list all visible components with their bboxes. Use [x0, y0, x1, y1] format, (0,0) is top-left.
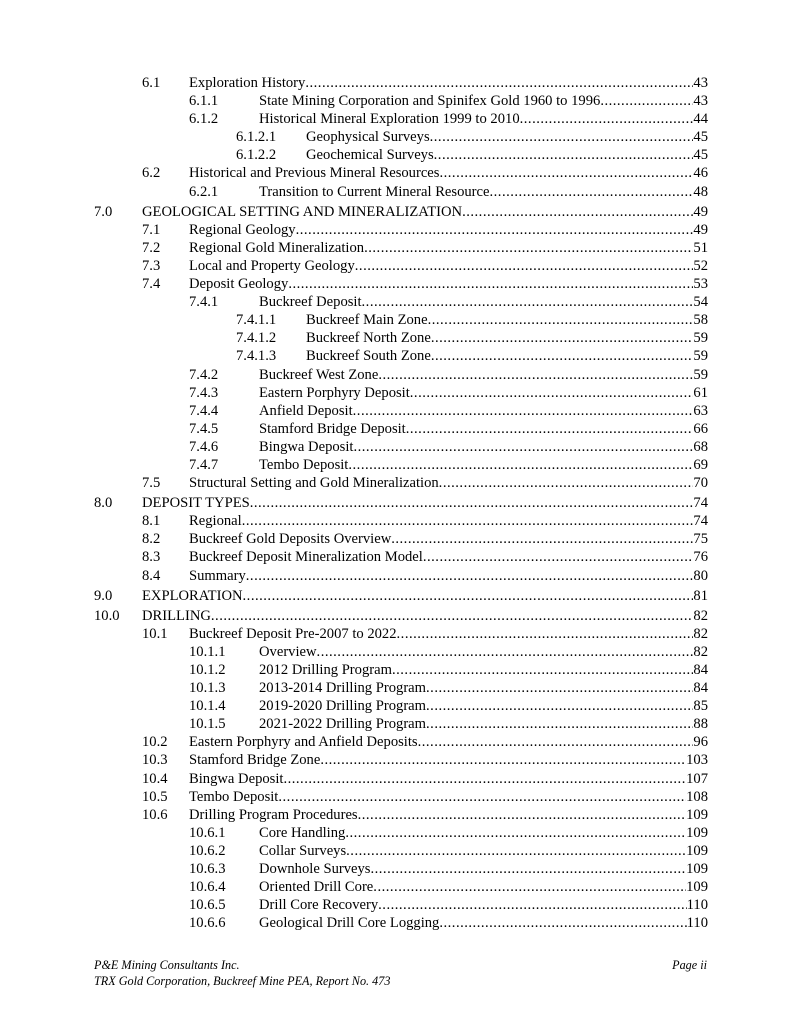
toc-section-title: EXPLORATION [142, 587, 243, 604]
toc-entry-line [259, 860, 708, 878]
toc-dot-leader [278, 788, 686, 806]
toc-section-number: 10.0 [94, 607, 120, 624]
toc-dot-leader [355, 257, 694, 275]
toc-section-title: Collar Surveys [259, 842, 347, 859]
toc-dot-leader [397, 625, 694, 643]
toc-section-number: 7.4.2 [189, 366, 219, 383]
toc-section-title: Anfield Deposit [259, 402, 353, 419]
toc-entry[interactable] [0, 146, 800, 164]
toc-entry-line [189, 257, 708, 275]
toc-dot-leader [439, 474, 694, 492]
toc-entry-line [259, 643, 708, 661]
toc-section-number: 8.3 [142, 549, 161, 566]
toc-section-number: 7.2 [142, 239, 161, 256]
toc-section-title: 2013-2014 Drilling Program [259, 680, 427, 697]
toc-section-title: State Mining Corporation and Spinifex Gold 1960 to 1996 [259, 93, 601, 110]
toc-page-number: 76 [693, 549, 708, 566]
toc-section-number: 6.1.2.2 [236, 147, 277, 164]
toc-section-title: GEOLOGICAL SETTING AND MINERALIZATION [142, 203, 463, 220]
toc-dot-leader [320, 751, 686, 769]
toc-dot-leader [426, 715, 693, 733]
toc-section-title: Downhole Surveys [259, 861, 371, 878]
toc-entry-line [189, 806, 708, 824]
toc-section-number: 7.4.3 [189, 384, 219, 401]
toc-dot-leader [520, 110, 694, 128]
toc-page-number: 45 [693, 147, 708, 164]
toc-entry[interactable] [0, 384, 800, 402]
toc-entry-line [259, 824, 708, 842]
toc-entry-line [189, 751, 708, 769]
toc-page-number: 74 [693, 495, 708, 512]
toc-section-number: 6.1.2 [189, 111, 219, 128]
toc-section-number: 8.2 [142, 531, 161, 548]
toc-entry[interactable] [0, 806, 800, 824]
toc-section-title: Buckreef Gold Deposits Overview [189, 531, 392, 548]
toc-section-number: 7.4.1.2 [236, 330, 277, 347]
toc-section-title: Local and Property Geology [189, 257, 355, 274]
toc-dot-leader [353, 402, 694, 420]
toc-section-number: 10.3 [142, 752, 168, 769]
toc-page-number: 82 [693, 643, 708, 660]
toc-dot-leader [600, 92, 693, 110]
toc-section-title: Deposit Geology [189, 276, 289, 293]
toc-section-title: Summary [189, 567, 246, 584]
toc-entry[interactable] [0, 257, 800, 275]
toc-entry[interactable] [0, 751, 800, 769]
toc-entry-line [259, 715, 708, 733]
toc-page-number: 88 [693, 716, 708, 733]
toc-section-title: Geological Drill Core Logging [259, 915, 440, 932]
toc-dot-leader [490, 183, 694, 201]
toc-entry[interactable] [0, 474, 800, 492]
toc-entry-line [259, 402, 708, 420]
toc-page-number: 109 [686, 879, 708, 896]
toc-section-number: 8.0 [94, 495, 113, 512]
toc-entry-line [189, 625, 708, 643]
toc-dot-leader [288, 275, 693, 293]
toc-entry-line [259, 842, 708, 860]
toc-page-number: 51 [693, 239, 708, 256]
toc-entry[interactable] [0, 770, 800, 788]
toc-section-title: Regional [189, 513, 242, 530]
toc-section-number: 10.6.2 [189, 842, 226, 859]
toc-entry[interactable] [0, 896, 800, 914]
toc-entry[interactable] [0, 607, 800, 625]
toc-dot-leader [423, 548, 694, 566]
toc-section-title: Stamford Bridge Deposit [259, 420, 406, 437]
toc-page-number: 63 [693, 402, 708, 419]
toc-section-title: Overview [259, 643, 317, 660]
toc-entry-line [142, 203, 708, 221]
toc-page-number: 103 [686, 752, 708, 769]
toc-page-number: 58 [693, 312, 708, 329]
toc-entry-line [142, 494, 708, 512]
toc-dot-leader [317, 643, 694, 661]
toc-entry-line [189, 788, 708, 806]
toc-section-number: 7.4.1.1 [236, 312, 277, 329]
toc-page-number: 110 [686, 915, 708, 932]
toc-section-title: Buckreef North Zone [306, 330, 431, 347]
toc-section-title: 2012 Drilling Program [259, 662, 392, 678]
toc-entry-line [259, 384, 708, 402]
toc-entry[interactable] [0, 347, 800, 365]
toc-dot-leader [430, 128, 694, 146]
toc-section-number: 10.6.4 [189, 879, 226, 896]
toc-page-number: 52 [693, 257, 708, 274]
toc-dot-leader [373, 878, 686, 896]
toc-page-number: 82 [693, 607, 708, 624]
toc-section-number: 8.1 [142, 513, 161, 530]
toc-section-title: Oriented Drill Core [259, 879, 374, 896]
toc-dot-leader [283, 770, 686, 788]
toc-section-title: Historical Mineral Exploration 1999 to 2010 [259, 111, 520, 128]
toc-entry-line [142, 607, 708, 625]
toc-section-title: Eastern Porphyry and Anfield Deposits [189, 734, 418, 751]
toc-section-title: Transition to Current Mineral Resource [259, 183, 490, 200]
toc-page-number: 61 [693, 384, 708, 401]
toc-entry-line [259, 679, 708, 697]
toc-entry[interactable] [0, 860, 800, 878]
toc-entry[interactable] [0, 183, 800, 201]
toc-section-title: Buckreef Deposit [259, 294, 362, 311]
toc-dot-leader [242, 512, 694, 530]
toc-entry[interactable] [0, 788, 800, 806]
toc-page-number: 109 [686, 806, 708, 823]
toc-entry[interactable] [0, 438, 800, 456]
toc-page-number: 109 [686, 842, 708, 859]
toc-entry-line [259, 183, 708, 201]
toc-entry[interactable] [0, 92, 800, 110]
toc-entry[interactable] [0, 293, 800, 311]
toc-page-number: 84 [693, 680, 708, 697]
toc-entry[interactable] [0, 311, 800, 329]
toc-dot-leader [439, 164, 693, 182]
toc-section-title: Regional Geology [189, 221, 296, 238]
toc-entry-line [189, 512, 708, 530]
toc-section-number: 6.2.1 [189, 183, 219, 200]
toc-entry[interactable] [0, 128, 800, 146]
toc-page-number: 109 [686, 824, 708, 841]
toc-section-title: Bingwa Deposit [259, 438, 354, 455]
toc-section-title: Core Handling [259, 824, 346, 841]
toc-section-number: 10.1 [142, 625, 168, 642]
toc-page-number: 59 [693, 330, 708, 347]
toc-page-number: 53 [693, 276, 708, 293]
toc-section-number: 7.4 [142, 276, 161, 293]
toc-section-number: 10.1.5 [189, 716, 226, 733]
toc-dot-leader [434, 146, 694, 164]
toc-entry-line [306, 146, 708, 164]
toc-page-number: 43 [693, 75, 708, 91]
toc-entry[interactable] [0, 567, 800, 585]
toc-entry-line [259, 896, 708, 914]
toc-page-number: 48 [693, 183, 708, 200]
toc-section-title: Buckreef Main Zone [306, 312, 428, 329]
toc-entry[interactable] [0, 366, 800, 384]
toc-section-title: Tembo Deposit [259, 456, 349, 473]
toc-section-title: Buckreef Deposit Pre-2007 to 2022 [189, 625, 397, 642]
toc-section-number: 6.2 [142, 165, 161, 182]
toc-entry-line [259, 110, 708, 128]
toc-entry[interactable] [0, 203, 800, 221]
toc-section-title: Structural Setting and Gold Mineralization [189, 475, 439, 492]
toc-entry-line [189, 733, 708, 751]
toc-section-number: 10.2 [142, 734, 168, 751]
toc-entry[interactable] [0, 697, 800, 715]
toc-section-title: Buckreef South Zone [306, 348, 431, 365]
toc-page-number: 54 [693, 294, 708, 311]
toc-dot-leader [250, 494, 694, 512]
footer-page-number: Page ii [672, 958, 707, 972]
toc-entry-line [306, 128, 708, 146]
toc-section-number: 7.4.5 [189, 420, 219, 437]
toc-page-number: 85 [693, 698, 708, 715]
toc-entry[interactable] [0, 715, 800, 733]
toc-entry-line [189, 275, 708, 293]
toc-page-number: 107 [686, 770, 708, 787]
toc-page-number: 45 [693, 129, 708, 146]
toc-section-title: 2019-2020 Drilling Program [259, 698, 427, 715]
toc-dot-leader [426, 697, 693, 715]
toc-section-number: 10.1.3 [189, 680, 226, 697]
toc-dot-leader [353, 438, 693, 456]
toc-entry-line [306, 311, 708, 329]
toc-page-number: 81 [693, 587, 708, 604]
toc-page-number: 74 [693, 513, 708, 530]
toc-entry[interactable] [0, 329, 800, 347]
toc-section-number: 10.6.1 [189, 824, 226, 841]
toc-entry[interactable] [0, 164, 800, 182]
toc-dot-leader [305, 74, 693, 92]
toc-entry[interactable] [0, 679, 800, 697]
toc-page-number: 59 [693, 348, 708, 365]
toc-entry-line [189, 74, 708, 92]
toc-section-number: 7.4.6 [189, 438, 219, 455]
toc-entry-line [189, 474, 708, 492]
toc-entry[interactable] [0, 494, 800, 512]
toc-page-number: 80 [693, 567, 708, 584]
toc-section-number: 7.3 [142, 257, 161, 274]
toc-dot-leader [378, 366, 693, 384]
toc-section-number: 7.4.1.3 [236, 348, 277, 365]
toc-page-number: 75 [693, 531, 708, 548]
toc-section-title: Exploration History [189, 75, 306, 91]
toc-entry-line [189, 530, 708, 548]
toc-dot-leader [348, 456, 693, 474]
toc-page-number: 109 [686, 861, 708, 878]
toc-entry-line [189, 221, 708, 239]
toc-page-number: 59 [693, 366, 708, 383]
toc-dot-leader [428, 311, 694, 329]
toc-page-number: 110 [686, 897, 708, 914]
toc-dot-leader [410, 384, 694, 402]
toc-page-number: 44 [693, 111, 708, 128]
toc-dot-leader [431, 347, 694, 365]
toc-entry-line [259, 438, 708, 456]
toc-entry[interactable] [0, 733, 800, 751]
toc-page-number: 43 [693, 93, 708, 110]
toc-dot-leader [370, 860, 686, 878]
toc-dot-leader [364, 239, 693, 257]
toc-entry-line [259, 420, 708, 438]
toc-page-number: 68 [693, 438, 708, 455]
toc-section-title: Buckreef West Zone [259, 366, 379, 383]
toc-dot-leader [426, 679, 693, 697]
toc-entry-line [189, 567, 708, 585]
toc-entry-line [259, 293, 708, 311]
toc-section-title: Buckreef Deposit Mineralization Model [189, 549, 423, 566]
toc-entry[interactable] [0, 530, 800, 548]
toc-entry-line [259, 92, 708, 110]
toc-entry-line [142, 587, 708, 605]
toc-section-title: DRILLING [142, 607, 211, 624]
toc-entry[interactable] [0, 456, 800, 474]
toc-section-title: Drilling Program Procedures [189, 806, 358, 823]
toc-entry-line [259, 914, 708, 932]
toc-section-number: 7.1 [142, 221, 161, 238]
toc-entry[interactable] [0, 275, 800, 293]
toc-dot-leader [462, 203, 693, 221]
toc-section-title: Eastern Porphyry Deposit [259, 384, 410, 401]
toc-section-title: Geochemical Surveys [306, 147, 434, 164]
toc-entry-line [259, 456, 708, 474]
footer-company: P&E Mining Consultants Inc. [94, 958, 240, 972]
toc-section-number: 10.6.5 [189, 897, 226, 914]
toc-section-number: 10.4 [142, 770, 168, 787]
toc-section-number: 7.0 [94, 203, 113, 220]
toc-page-number: 96 [693, 734, 708, 751]
toc-section-number: 7.4.4 [189, 402, 219, 419]
toc-page-number: 49 [693, 221, 708, 238]
toc-entry[interactable] [0, 221, 800, 239]
toc-entry-line [189, 770, 708, 788]
toc-page-number: 70 [693, 475, 708, 492]
toc-dot-leader [439, 914, 686, 932]
toc-entry[interactable] [0, 548, 800, 566]
toc-page-number: 46 [693, 165, 708, 182]
toc-page-number: 66 [693, 420, 708, 437]
toc-entry[interactable] [0, 661, 800, 679]
toc-section-number: 8.4 [142, 567, 161, 584]
toc-entry-line [189, 239, 708, 257]
toc-dot-leader [346, 842, 686, 860]
toc-entry-line [189, 548, 708, 566]
toc-page-number: 84 [693, 662, 708, 678]
toc-entry-line [259, 661, 708, 679]
toc-dot-leader [392, 661, 693, 679]
toc-section-number: 9.0 [94, 587, 113, 604]
toc-section-number: 10.1.1 [189, 643, 226, 660]
toc-dot-leader [406, 420, 694, 438]
toc-section-number: 6.1.1 [189, 93, 219, 110]
toc-entry[interactable] [0, 643, 800, 661]
toc-entry-line [259, 366, 708, 384]
toc-section-title: Regional Gold Mineralization [189, 239, 365, 256]
toc-section-title: Tembo Deposit [189, 788, 279, 805]
toc-entry[interactable] [0, 402, 800, 420]
toc-dot-leader [345, 824, 686, 842]
toc-section-number: 7.4.7 [189, 456, 219, 473]
toc-page-number: 108 [686, 788, 708, 805]
toc-section-number: 7.5 [142, 475, 161, 492]
toc-dot-leader [358, 806, 687, 824]
toc-section-number: 10.6.6 [189, 915, 226, 932]
toc-section-number: 7.4.1 [189, 294, 219, 311]
toc-section-title: 2021-2022 Drilling Program [259, 716, 427, 733]
toc-entry-line [259, 697, 708, 715]
toc-entry[interactable] [0, 842, 800, 860]
toc-dot-leader [296, 221, 694, 239]
toc-entry[interactable] [0, 878, 800, 896]
toc-page-number: 82 [693, 625, 708, 642]
toc-entry[interactable] [0, 110, 800, 128]
toc-entry[interactable] [0, 74, 800, 92]
toc-entry[interactable] [0, 587, 800, 605]
toc-dot-leader [362, 293, 694, 311]
toc-section-title: Historical and Previous Mineral Resources [189, 165, 440, 182]
toc-dot-leader [243, 587, 694, 605]
toc-dot-leader [391, 530, 693, 548]
toc-section-number: 10.5 [142, 788, 168, 805]
toc-dot-leader [378, 896, 686, 914]
toc-entry[interactable] [0, 512, 800, 530]
toc-entry[interactable] [0, 625, 800, 643]
toc-section-number: 10.1.4 [189, 698, 226, 715]
toc-entry[interactable] [0, 824, 800, 842]
toc-page-number: 49 [693, 203, 708, 220]
toc-section-title: Stamford Bridge Zone [189, 752, 321, 769]
toc-entry-line [306, 347, 708, 365]
toc-section-number: 6.1.2.1 [236, 129, 277, 146]
toc-dot-leader [246, 567, 694, 585]
toc-entry[interactable] [0, 239, 800, 257]
toc-section-title: Drill Core Recovery [259, 897, 379, 914]
table-of-contents [0, 74, 800, 932]
toc-entry-line [306, 329, 708, 347]
toc-dot-leader [418, 733, 694, 751]
toc-page-number: 69 [693, 456, 708, 473]
toc-section-title: Geophysical Surveys [306, 129, 430, 146]
toc-section-number: 10.6.3 [189, 861, 226, 878]
toc-section-number: 10.1.2 [189, 662, 226, 678]
toc-entry-line [259, 878, 708, 896]
toc-entry-line [189, 164, 708, 182]
toc-section-title: Bingwa Deposit [189, 770, 284, 787]
footer-report-title: TRX Gold Corporation, Buckreef Mine PEA, Report No. 473 [94, 974, 391, 988]
toc-section-title: DEPOSIT TYPES [142, 495, 250, 512]
toc-section-number: 10.6 [142, 806, 168, 823]
toc-dot-leader [211, 607, 694, 625]
toc-section-number: 6.1 [142, 75, 161, 91]
toc-dot-leader [431, 329, 694, 347]
toc-entry[interactable] [0, 420, 800, 438]
toc-entry[interactable] [0, 914, 800, 932]
